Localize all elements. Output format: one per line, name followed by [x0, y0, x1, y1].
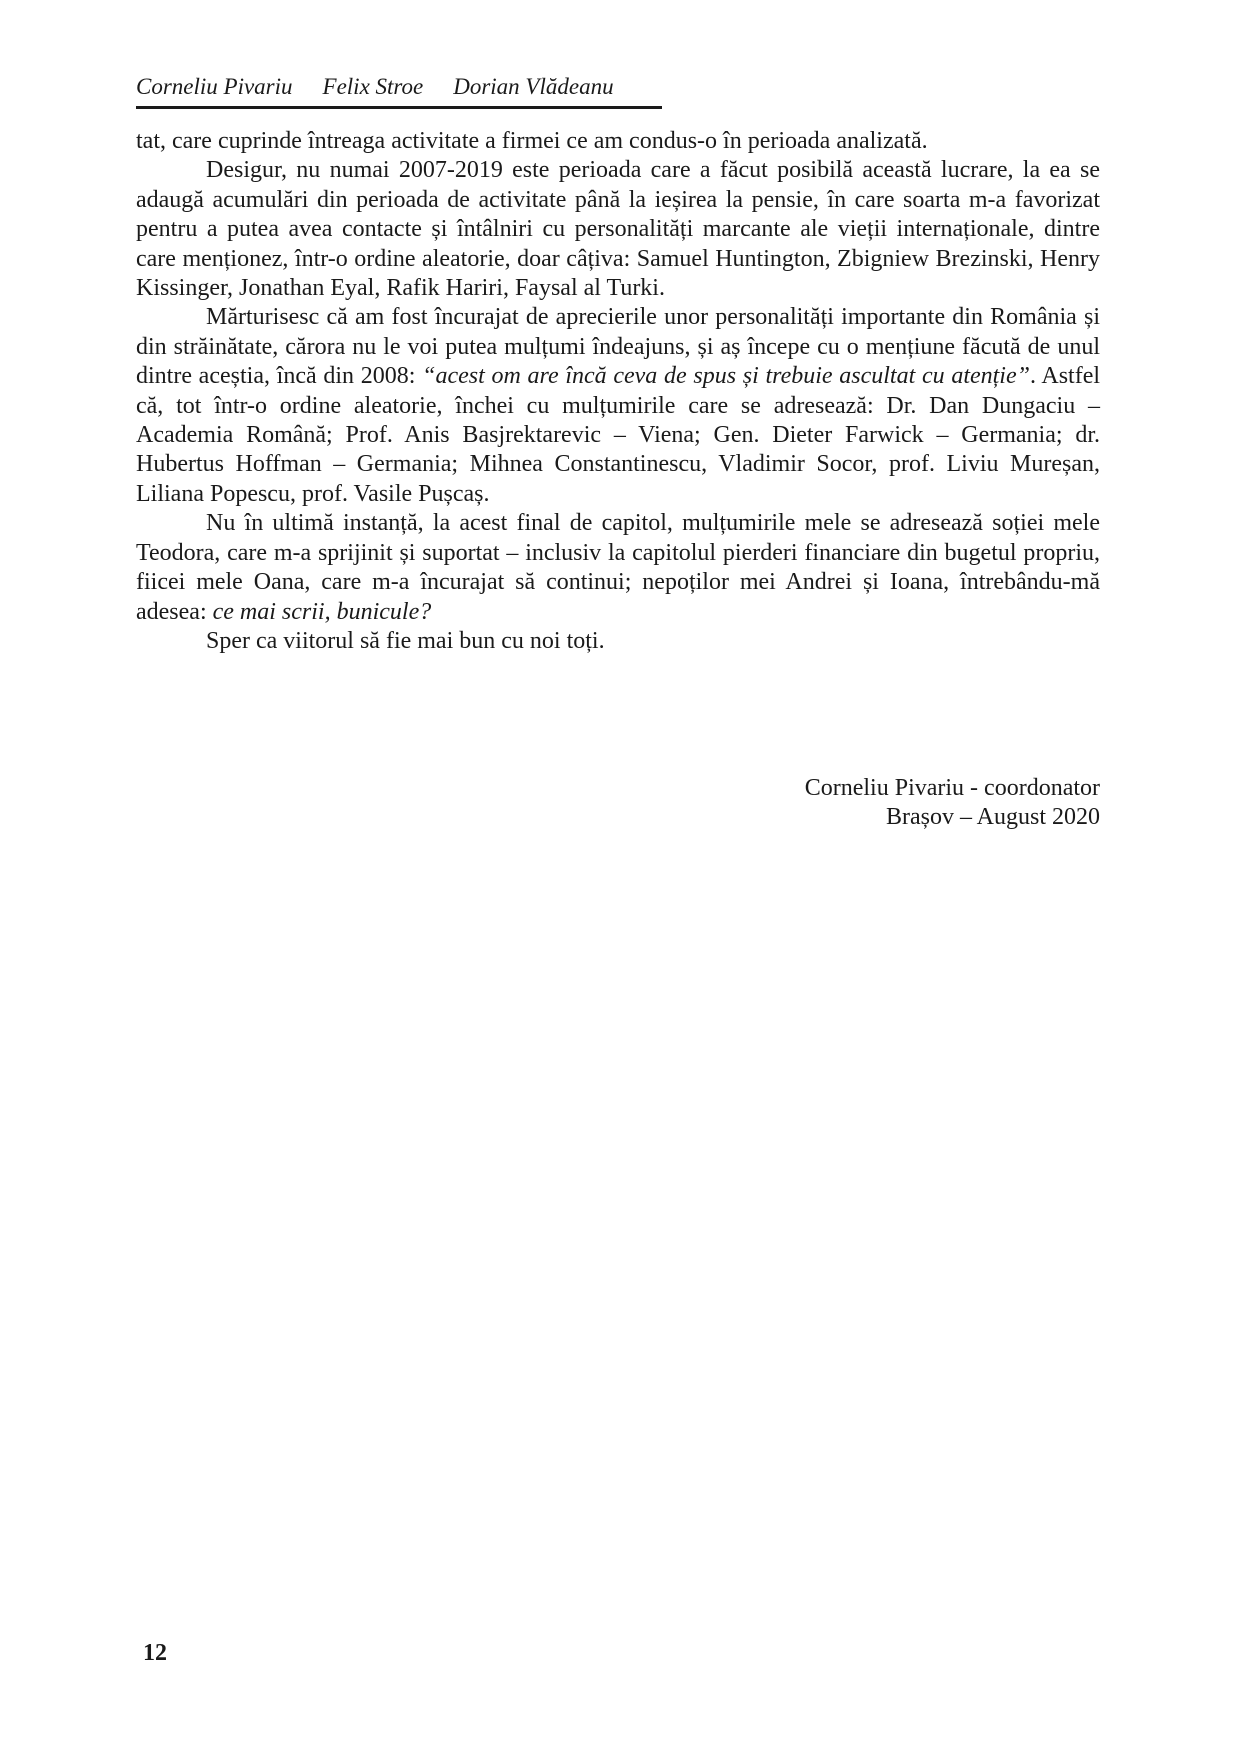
paragraph-1: tat, care cuprinde întreaga activitate a firmei ce am condus-o în perioada analizată. [136, 128, 928, 154]
body-text [136, 127, 1100, 656]
header-author-3: Dorian Vlădeanu [453, 74, 614, 99]
paragraph-4-quote: ce mai scrii, bunicule? [212, 598, 432, 625]
paragraph-4 [136, 509, 1100, 627]
paragraph-3-quote: “acest om are încă ceva de spus și trebuie ascultat cu atenție” [422, 363, 1030, 390]
paragraph-5: Sper ca viitorul să fie mai bun cu noi toți. [206, 627, 605, 654]
header-author-1: Corneliu Pivariu [136, 74, 293, 99]
page-number: 12 [143, 1640, 167, 1666]
paragraph-4-text: Nu în ultimă instanță, la acest final de capitol, mulțumirile mele se adresează soției mele Teodora, care m-a sprijinit și suportat – inclusiv la capitolul pierderi financiare din bugetul propriu, fiicei mele Oana, care m-a încurajat să continui; nepoților mei Andrei și Ioana, întrebându-mă adesea: [136, 510, 1100, 625]
running-header [136, 74, 662, 109]
signature-place-date: Brașov – August 2020 [885, 804, 1100, 831]
signature-name: Corneliu Pivariu - coordonator [804, 775, 1100, 801]
signature-block [805, 774, 1100, 833]
paragraph-3-text-a: Mărturisesc că am fost încurajat de aprecierile unor personalități importante din România și din străinătate, cărora nu le voi putea mulțumi îndeajuns, și aș începe cu o mențiune făcută de unul dintre aceștia, încă din 2008: [136, 304, 1100, 390]
paragraph-3-text-b: . Astfel că, tot într-o ordine aleatorie, închei cu mulțumirile care se adresează: Dr. Dan Dungaciu – Academia Română; Prof. Anis Basjrektarevic – Viena; Gen. Dieter Farwick – Germania; dr. Hubertus Hoffman – Germania; Mihnea Constantinescu, Vladimir Socor, prof. Liviu Mureșan, Liliana Popescu, prof. Vasile Pușcaș. [136, 363, 1101, 507]
paragraph-2: Desigur, nu numai 2007-2019 este perioada care a făcut posibilă această lucrare, la ea se adaugă acumulări din perioada de activitate până la ieșirea la pensie, în care soarta m-a favorizat pentru a putea avea contacte și întâlniri cu personalități marcante ale vieții internaționale, dintre care menționez, într-o ordine aleatorie, doar câțiva: Samuel Huntington, Zbigniew Brezinski, Henry Kissinger, Jonathan Eyal, Rafik Hariri, Faysal al Turki. [136, 157, 1100, 302]
header-author-2: Felix Stroe [322, 74, 424, 99]
paragraph-3 [136, 303, 1100, 509]
